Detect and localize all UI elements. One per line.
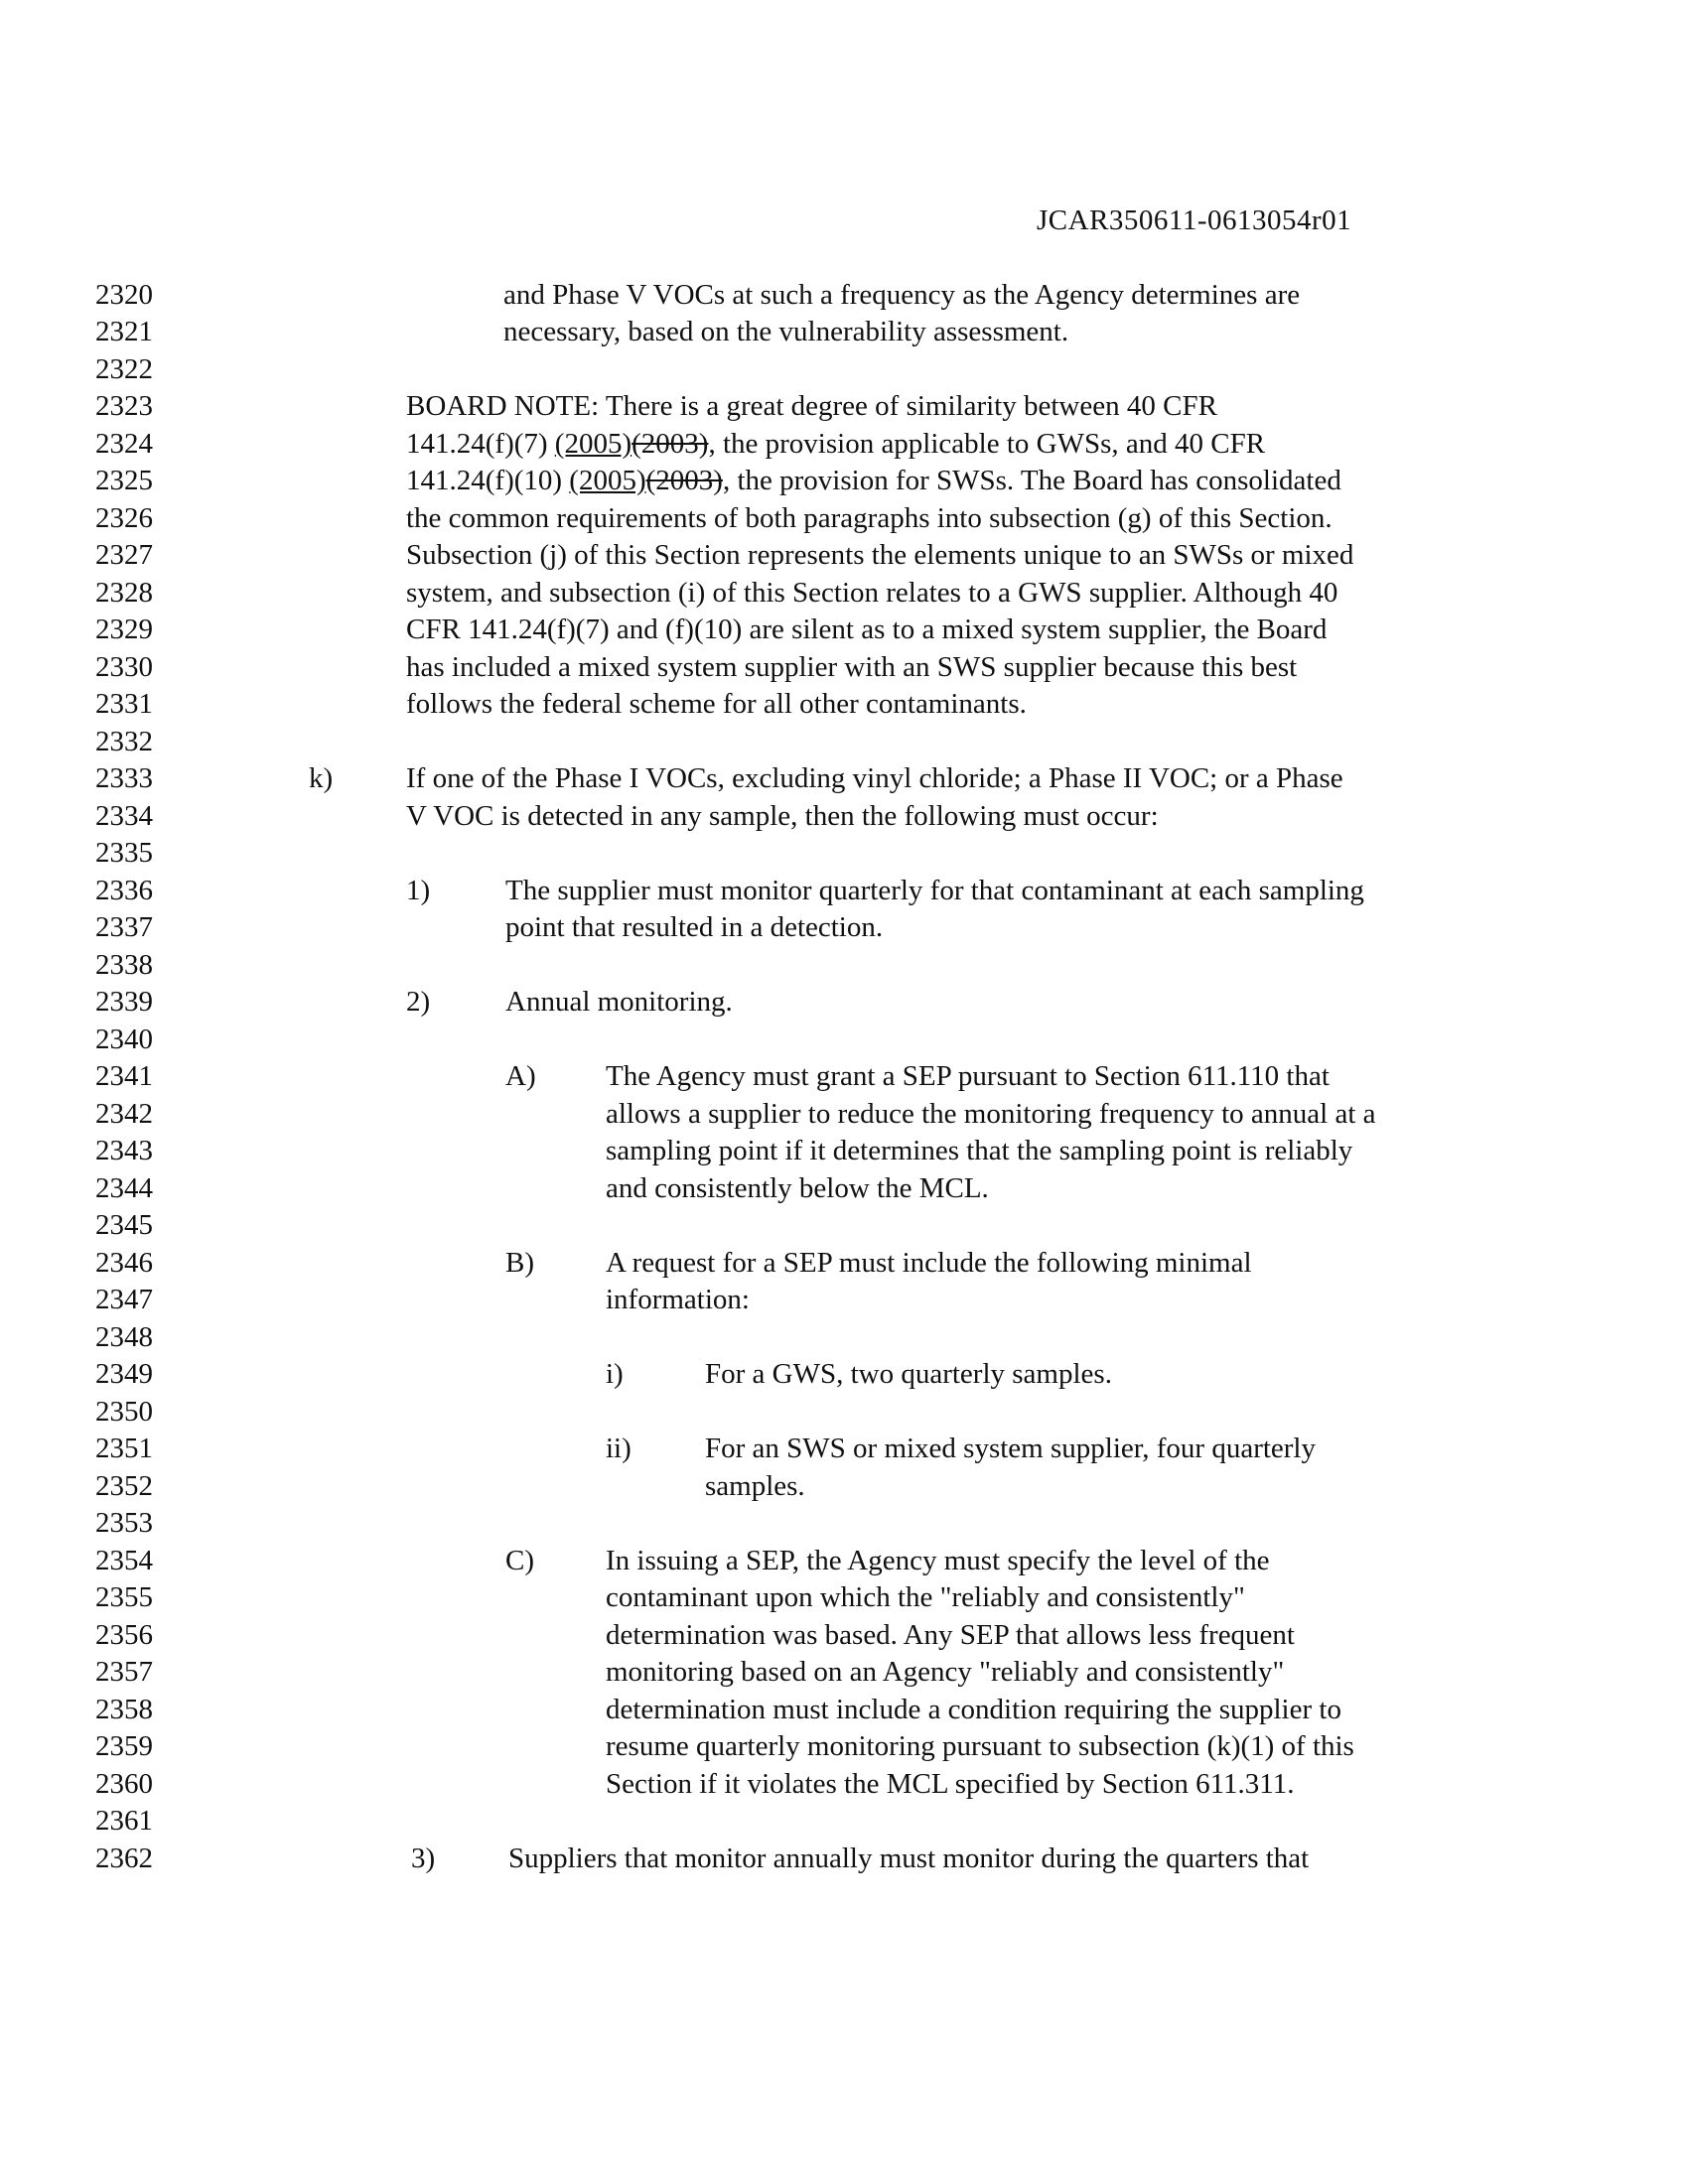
line-number: 2336 (95, 875, 153, 906)
line-number: 2342 (95, 1098, 153, 1130)
line-number: 2338 (95, 949, 153, 981)
line-text: The supplier must monitor quarterly for that contaminant at each sampling (505, 875, 1364, 906)
line-number: 2352 (95, 1470, 153, 1502)
line-number: 2350 (95, 1396, 153, 1428)
document-line (0, 911, 1684, 949)
line-text: Annual monitoring. (505, 986, 733, 1018)
document-line (0, 539, 1684, 577)
document-line (0, 1619, 1684, 1657)
document-line (0, 353, 1684, 391)
line-number: 2329 (95, 614, 153, 645)
inserted-text: (2005) (569, 465, 646, 496)
document-line (0, 986, 1684, 1024)
line-text: contaminant upon which the "reliably and consistently" (606, 1581, 1245, 1613)
document-line (0, 1805, 1684, 1843)
line-number: 2322 (95, 353, 153, 385)
subsection-label: ii) (606, 1433, 632, 1464)
line-number: 2359 (95, 1730, 153, 1762)
line-number: 2355 (95, 1581, 153, 1613)
document-line (0, 1135, 1684, 1172)
line-text: follows the federal scheme for all other contaminants. (406, 688, 1027, 720)
line-number: 2326 (95, 502, 153, 534)
subsection-label: A) (505, 1060, 536, 1092)
line-number: 2358 (95, 1694, 153, 1725)
line-text (406, 428, 1265, 461)
document-line (0, 1358, 1684, 1396)
line-number: 2357 (95, 1656, 153, 1688)
deleted-text: (2003) (645, 465, 723, 496)
document-line (0, 1507, 1684, 1545)
document-line (0, 465, 1684, 502)
document-line (0, 1843, 1684, 1880)
line-number: 2356 (95, 1619, 153, 1651)
line-number: 2353 (95, 1507, 153, 1539)
text-segment: 141.24(f)(10) (406, 465, 570, 496)
document-line (0, 1209, 1684, 1247)
subsection-label: i) (606, 1358, 624, 1390)
line-text: If one of the Phase I VOCs, excluding vinyl chloride; a Phase II VOC; or a Phase (406, 762, 1343, 794)
line-number: 2341 (95, 1060, 153, 1092)
document-line (0, 688, 1684, 726)
document-line (0, 1321, 1684, 1359)
line-number: 2343 (95, 1135, 153, 1166)
line-number: 2340 (95, 1024, 153, 1055)
line-text: samples. (705, 1470, 805, 1502)
line-number: 2354 (95, 1545, 153, 1576)
subsection-label: k) (309, 762, 334, 794)
subsection-label: 1) (406, 875, 431, 906)
line-text: A request for a SEP must include the following minimal (606, 1247, 1252, 1279)
line-number: 2339 (95, 986, 153, 1018)
line-number: 2347 (95, 1284, 153, 1315)
subsection-label: C) (505, 1545, 534, 1576)
line-number: 2333 (95, 762, 153, 794)
document-line (0, 1433, 1684, 1470)
document-line (0, 1730, 1684, 1768)
document-line (0, 762, 1684, 800)
line-number: 2334 (95, 800, 153, 832)
document-line (0, 875, 1684, 912)
document-line (0, 390, 1684, 428)
line-text: In issuing a SEP, the Agency must specify the level of the (606, 1545, 1270, 1576)
document-line (0, 1247, 1684, 1285)
document-line (0, 1656, 1684, 1694)
line-text: Section if it violates the MCL specified by Section 611.311. (606, 1768, 1295, 1800)
line-number: 2331 (95, 688, 153, 720)
document-line (0, 316, 1684, 353)
deleted-text: (2003) (632, 428, 709, 460)
document-line (0, 1172, 1684, 1210)
line-text: system, and subsection (i) of this Section relates to a GWS supplier. Although 40 (406, 577, 1338, 609)
text-segment: , the provision applicable to GWSs, and 40 CFR (708, 428, 1266, 460)
line-number: 2332 (95, 726, 153, 757)
line-number: 2335 (95, 837, 153, 869)
line-text: The Agency must grant a SEP pursuant to Section 611.110 that (606, 1060, 1330, 1092)
document-line (0, 502, 1684, 540)
subsection-label: 3) (411, 1843, 436, 1874)
line-text: CFR 141.24(f)(7) and (f)(10) are silent as to a mixed system supplier, the Board (406, 614, 1328, 645)
line-number: 2351 (95, 1433, 153, 1464)
line-text (406, 465, 1341, 497)
line-text: V VOC is detected in any sample, then the following must occur: (406, 800, 1159, 832)
document-line (0, 1581, 1684, 1619)
board-note-text: BOARD NOTE: There is a great degree of similarity between 40 CFR (406, 390, 1217, 422)
document-line (0, 1098, 1684, 1136)
document-line (0, 837, 1684, 875)
document-line (0, 1396, 1684, 1433)
document-line (0, 1694, 1684, 1731)
document-line (0, 949, 1684, 987)
line-number: 2328 (95, 577, 153, 609)
line-text: Suppliers that monitor annually must monitor during the quarters that (508, 1843, 1310, 1874)
text-segment: 141.24(f)(7) (406, 428, 555, 460)
line-number: 2345 (95, 1209, 153, 1241)
document-line (0, 577, 1684, 614)
line-text: sampling point if it determines that the sampling point is reliably (606, 1135, 1353, 1166)
line-text: the common requirements of both paragraphs into subsection (g) of this Section. (406, 502, 1333, 534)
line-text: Subsection (j) of this Section represents the elements unique to an SWSs or mixed (406, 539, 1354, 571)
document-line (0, 800, 1684, 838)
document-line (0, 428, 1684, 466)
line-text: has included a mixed system supplier with an SWS supplier because this best (406, 651, 1298, 683)
line-number: 2330 (95, 651, 153, 683)
text-segment: , the provision for SWSs. The Board has consolidated (722, 465, 1341, 496)
document-line (0, 279, 1684, 317)
line-number: 2337 (95, 911, 153, 943)
inserted-text: (2005) (554, 428, 632, 460)
line-text: determination must include a condition requiring the supplier to (606, 1694, 1341, 1725)
line-number: 2321 (95, 316, 153, 347)
document-line (0, 1284, 1684, 1321)
line-number: 2361 (95, 1805, 153, 1837)
subsection-label: 2) (406, 986, 431, 1018)
document-line (0, 1470, 1684, 1508)
line-text: and consistently below the MCL. (606, 1172, 989, 1204)
line-number: 2349 (95, 1358, 153, 1390)
document-line (0, 614, 1684, 651)
line-number: 2323 (95, 390, 153, 422)
document-line (0, 726, 1684, 763)
line-text: resume quarterly monitoring pursuant to subsection (k)(1) of this (606, 1730, 1354, 1762)
line-text: and Phase V VOCs at such a frequency as the Agency determines are (503, 279, 1301, 311)
line-number: 2320 (95, 279, 153, 311)
line-text: point that resulted in a detection. (505, 911, 884, 943)
line-number: 2327 (95, 539, 153, 571)
document-line (0, 1060, 1684, 1098)
line-text: For a GWS, two quarterly samples. (705, 1358, 1112, 1390)
line-number: 2362 (95, 1843, 153, 1874)
line-text: information: (606, 1284, 750, 1315)
subsection-label: B) (505, 1247, 534, 1279)
line-number: 2344 (95, 1172, 153, 1204)
line-text: monitoring based on an Agency "reliably and consistently" (606, 1656, 1285, 1688)
line-text: For an SWS or mixed system supplier, four quarterly (705, 1433, 1316, 1464)
line-number: 2325 (95, 465, 153, 496)
line-text: determination was based. Any SEP that allows less frequent (606, 1619, 1295, 1651)
line-text: necessary, based on the vulnerability assessment. (503, 316, 1069, 347)
line-number: 2346 (95, 1247, 153, 1279)
document-line (0, 1024, 1684, 1061)
document-line (0, 1768, 1684, 1806)
line-number: 2324 (95, 428, 153, 460)
document-line (0, 651, 1684, 689)
line-number: 2348 (95, 1321, 153, 1353)
line-text: allows a supplier to reduce the monitoring frequency to annual at a (606, 1098, 1376, 1130)
line-number: 2360 (95, 1768, 153, 1800)
document-line (0, 1545, 1684, 1582)
document-code: JCAR350611-0613054r01 (1037, 205, 1352, 236)
